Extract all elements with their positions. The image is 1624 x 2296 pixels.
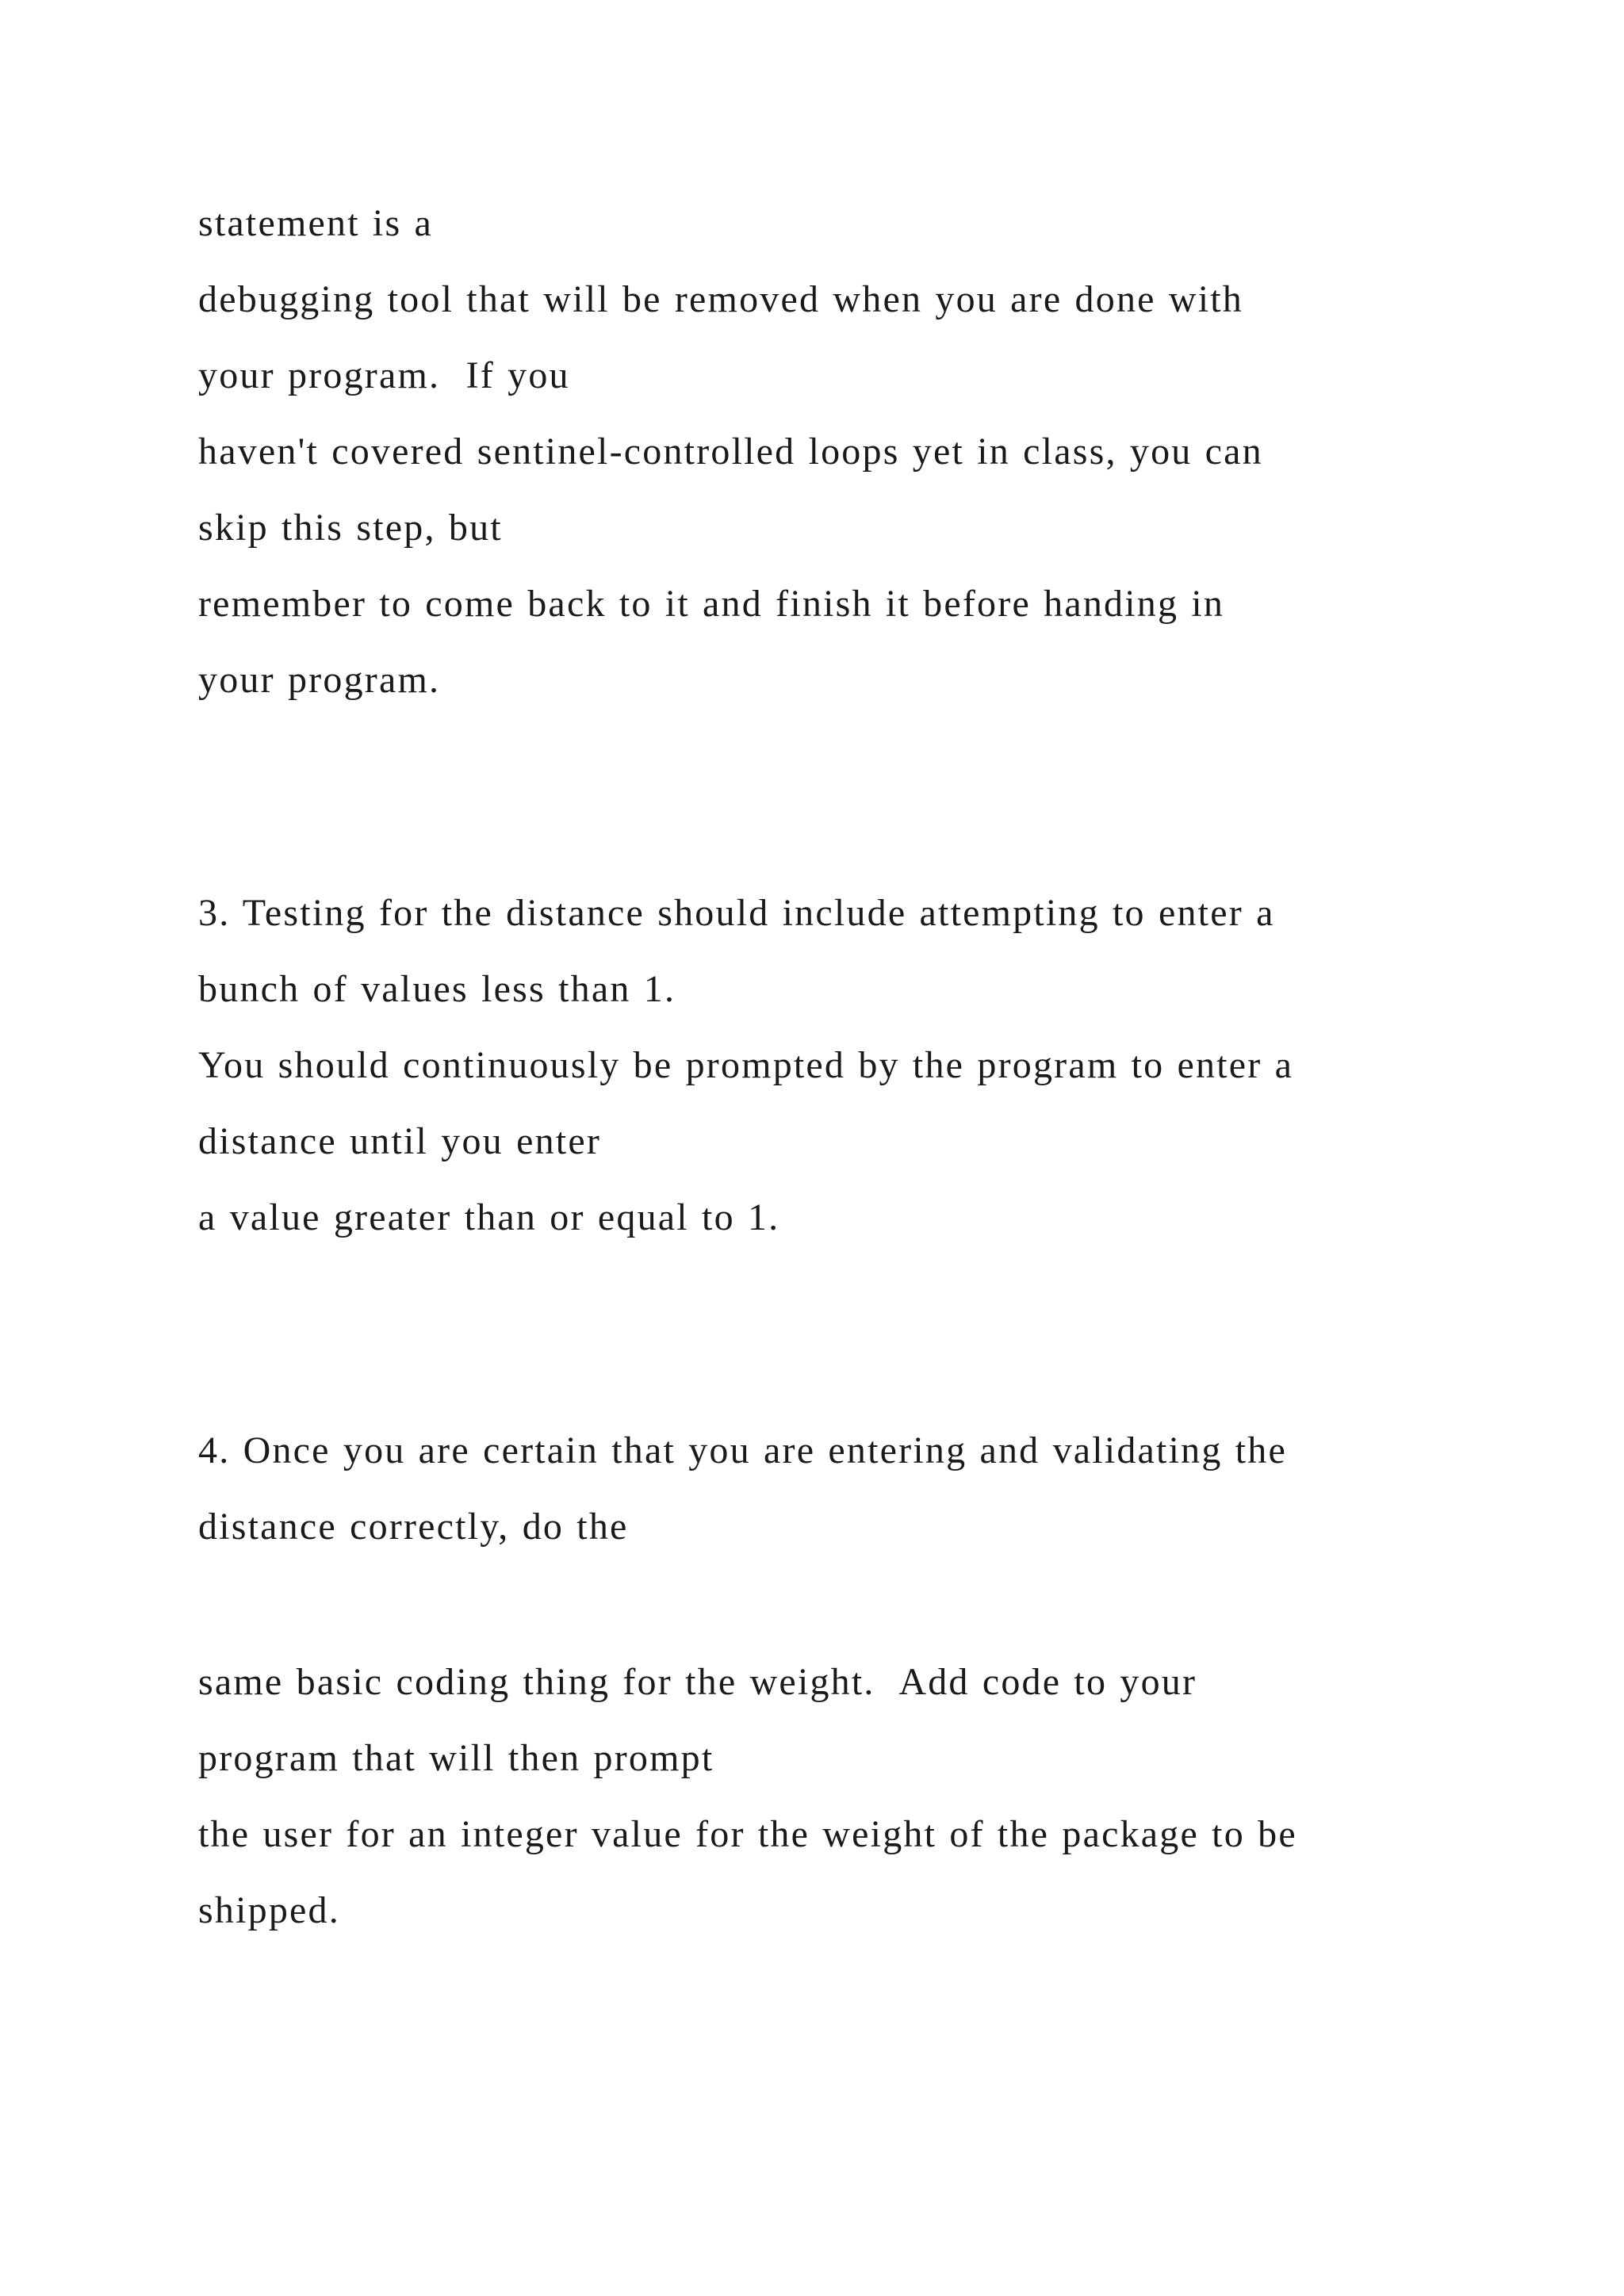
text-line: debugging tool that will be removed when you are done with bbox=[198, 278, 1243, 320]
text-line: your program. bbox=[198, 659, 441, 701]
text-line: haven't covered sentinel-controlled loops yet in class, you can bbox=[198, 430, 1263, 473]
text-line: bunch of values less than 1. bbox=[198, 968, 676, 1010]
text-line: You should continuously be prompted by the program to enter a bbox=[198, 1044, 1294, 1086]
text-line: 4. Once you are certain that you are entering and validating the bbox=[198, 1429, 1287, 1471]
text-line: distance until you enter bbox=[198, 1120, 602, 1162]
text-line: statement is a bbox=[198, 202, 434, 244]
text-line: a value greater than or equal to 1. bbox=[198, 1196, 780, 1238]
text-line: 3. Testing for the distance should include attempting to enter a bbox=[198, 892, 1275, 934]
text-line: the user for an integer value for the weight of the package to be bbox=[198, 1813, 1297, 1855]
text-line: your program. If you bbox=[198, 354, 570, 396]
text-line: skip this step, but bbox=[198, 507, 503, 549]
text-line: program that will then prompt bbox=[198, 1737, 714, 1779]
text-line: remember to come back to it and finish it before handing in bbox=[198, 583, 1225, 625]
text-line: same basic coding thing for the weight. Add code to your bbox=[198, 1661, 1197, 1703]
text-line: shipped. bbox=[198, 1889, 340, 1931]
text-line: distance correctly, do the bbox=[198, 1506, 629, 1548]
